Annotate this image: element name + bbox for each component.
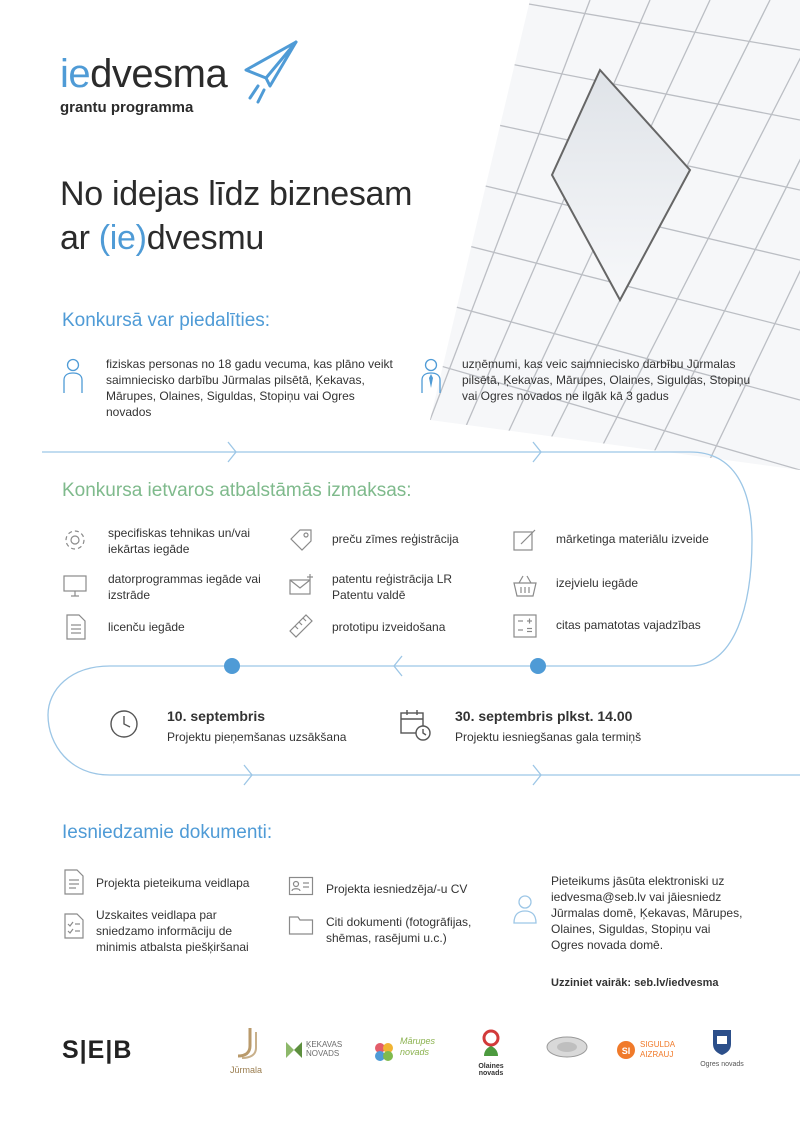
- partner-olaine: [466, 1028, 516, 1077]
- paper-plane-icon: [240, 38, 300, 108]
- eligibility-item-companies: uzņēmumi, kas veic saimniecisko darbību Jūrmalas pilsētā, Ķekavas, Mārupes, Olaines, Siguldas, Stopiņu vai Ogres novados ne ilgāk kā 3 gadus: [462, 357, 751, 403]
- calculator-icon: [512, 613, 538, 639]
- id-card-icon: [288, 876, 314, 896]
- pencil-icon: [512, 527, 538, 553]
- costs-title: Konkursa ietvaros atbalstāmās izmaksas:: [62, 480, 412, 501]
- cost-item-marketing: mārketinga materiālu izveide: [556, 532, 709, 546]
- brand-logo: [60, 52, 300, 124]
- document-item-application: Projekta pieteikuma veidlapa: [96, 876, 250, 890]
- submission-note: Pieteikums jāsūta elektroniski uz iedvesma@seb.lv vai jāiesniedz Jūrmalas domē, Ķekavas, Mārupes, Olaines, Siguldas, Stopiņu vai Ogres novada domē.: [551, 874, 743, 952]
- documents-title: Iesniedzamie dokumenti:: [62, 822, 273, 843]
- document-item-deminimis: Uzskaites veidlapa par sniedzamo informāciju de minimis atbalsta piešķiršanai: [96, 908, 249, 954]
- partner-kekava: [286, 1040, 350, 1058]
- partner-ogre: [700, 1028, 744, 1068]
- envelope-plus-icon: [288, 573, 314, 599]
- person-icon: [62, 358, 84, 394]
- eligibility-title: Konkursā var piedalīties:: [62, 310, 271, 331]
- marupe-label: Mārupes novads: [400, 1036, 436, 1057]
- headline-post: dvesmu: [146, 219, 264, 257]
- date-deadline-subtitle: Projektu iesniegšanas gala termiņš: [455, 730, 642, 744]
- gear-icon: [62, 527, 88, 553]
- clock-icon: [108, 708, 140, 740]
- basket-icon: [512, 573, 538, 599]
- document-icon: [64, 613, 88, 641]
- partner-jurmala: [226, 1026, 266, 1075]
- cost-item-equipment: specifiskas tehnikas un/vai iekārtas iegāde: [108, 526, 251, 556]
- svg-text:SI: SI: [621, 1046, 631, 1056]
- ruler-icon: [288, 613, 314, 639]
- partner-marupe: [372, 1036, 442, 1058]
- user-icon: [512, 893, 538, 925]
- logo-subtitle: grantu programma: [60, 99, 194, 116]
- date-start: [167, 708, 387, 744]
- logo-prefix: ie: [60, 52, 91, 96]
- cost-item-licenses: licenču iegāde: [108, 620, 185, 634]
- ogre-emblem: [711, 1028, 733, 1056]
- stopini-emblem: [544, 1034, 590, 1060]
- document-item-cv: Projekta iesniedzēja/-u CV: [326, 882, 468, 896]
- logo-rest: dvesma: [90, 52, 228, 96]
- date-start-subtitle: Projektu pieņemšanas uzsākšana: [167, 730, 347, 744]
- form-icon: [62, 868, 86, 896]
- kekava-label: ĶEKAVAS NOVADS: [306, 1040, 343, 1058]
- businessman-icon: [420, 358, 442, 394]
- olaine-emblem: [478, 1028, 504, 1058]
- headline-line-1: No idejas līdz biznesam: [60, 175, 413, 213]
- date-start-title: 10. septembris: [167, 708, 266, 724]
- olaine-label: Olaines novads: [478, 1063, 504, 1077]
- page-headline: [60, 172, 520, 260]
- cost-item-trademark: preču zīmes reģistrācija: [332, 532, 459, 546]
- partner-stopini: [544, 1034, 590, 1065]
- headline-line-2: [60, 216, 520, 260]
- date-deadline-title: 30. septembris plkst. 14.00: [455, 708, 633, 724]
- sigulda-emblem: [616, 1040, 636, 1060]
- document-item-other: Citi dokumenti (fotogrāfijas, shēmas, rasējumi u.c.): [326, 915, 472, 945]
- more-info-link[interactable]: Uzziniet vairāk: seb.lv/iedvesma: [551, 977, 719, 989]
- checklist-icon: [62, 912, 86, 940]
- kekava-emblem: [286, 1042, 302, 1058]
- cost-item-prototypes: prototipu izveidošana: [332, 620, 446, 634]
- cost-item-software: datorprogrammas iegāde vai izstrāde: [108, 572, 261, 602]
- cost-item-other: citas pamatotas vajadzības: [556, 618, 701, 632]
- ogre-label: Ogres novads: [700, 1061, 744, 1068]
- headline-pre: ar: [60, 219, 99, 257]
- seb-logo: S|E|B: [62, 1036, 133, 1064]
- tag-icon: [288, 527, 314, 553]
- sigulda-label: SIGULDA AIZRAUJ: [640, 1040, 675, 1059]
- date-deadline: [455, 708, 755, 744]
- jurmala-emblem: [226, 1026, 266, 1060]
- partner-sigulda: [616, 1040, 686, 1060]
- eligibility-item-individuals: fiziskas personas no 18 gadu vecuma, kas plāno veikt saimniecisko darbību Jūrmalas pilsētā, Ķekavas, Mārupes, Olaines, Siguldas, Stopiņu vai Ogres novados: [106, 357, 393, 419]
- headline-accent: (ie): [98, 219, 147, 257]
- calendar-clock-icon: [398, 708, 432, 742]
- monitor-icon: [62, 573, 88, 599]
- marupe-emblem: [372, 1040, 396, 1064]
- jurmala-label: Jūrmala: [229, 1065, 262, 1075]
- cost-item-patents: patentu reģistrācija LR Patentu valdē: [332, 572, 453, 602]
- cost-item-materials: izejvielu iegāde: [556, 576, 639, 590]
- folder-icon: [288, 914, 314, 936]
